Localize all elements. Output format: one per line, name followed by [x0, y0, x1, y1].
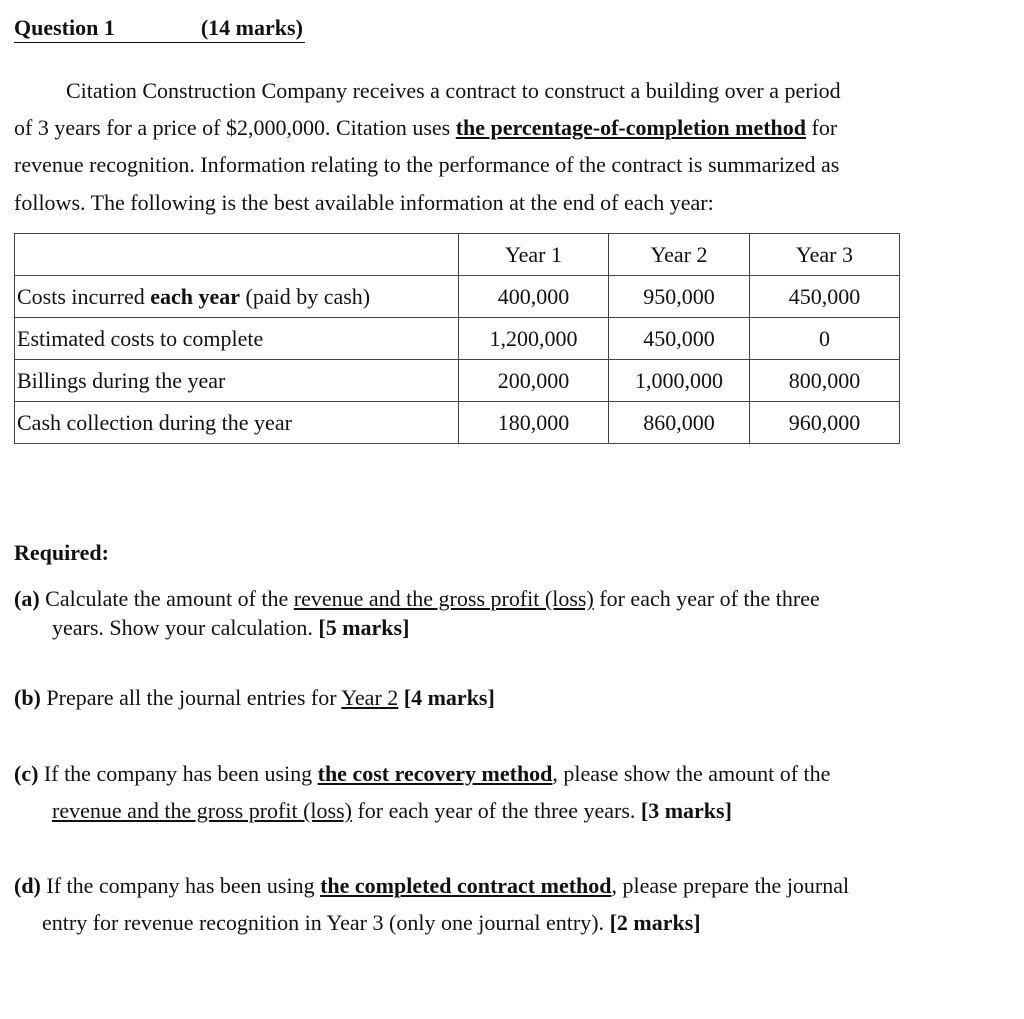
part-b-tag: (b) [14, 685, 41, 710]
table-header-row [15, 234, 900, 276]
contract-data-table [14, 233, 900, 444]
part-a-marks: [5 marks] [318, 615, 410, 640]
part-b-line-1: (b) Prepare all the journal entries for Year 2 [4 marks] [14, 685, 495, 710]
part-c-line-1: (c) If the company has been using the cost recovery method, please show the amount of the [14, 761, 831, 786]
part-d-tag: (d) [14, 873, 41, 898]
table-cell: 200,000 [459, 360, 609, 402]
table-cell: 400,000 [459, 276, 609, 318]
table-row [15, 276, 900, 318]
table-cell: 0 [750, 318, 900, 360]
part-c-line-2: revenue and the gross profit (loss) for each year of the three years. [3 marks] [52, 798, 732, 823]
year-2-term: Year 2 [341, 685, 399, 710]
table-cell: 1,000,000 [609, 360, 750, 402]
table-cell: 860,000 [609, 402, 750, 444]
table-cell: 1,200,000 [459, 318, 609, 360]
row-label: Billings during the year [15, 360, 459, 402]
question-marks: (14 marks) [201, 14, 305, 43]
table-cell: 800,000 [750, 360, 900, 402]
intro-line-2-start: of 3 years for a price of $2,000,000. Citation uses [14, 115, 456, 140]
intro-line-4: follows. The following is the best available information at the end of each year: [14, 190, 714, 215]
part-a-tag: (a) [14, 586, 40, 611]
part-c-marks: [3 marks] [640, 798, 732, 823]
intro-line-1: Citation Construction Company receives a contract to construct a building over a period [66, 78, 841, 103]
question-heading [14, 14, 305, 43]
revenue-gross-profit-term-c: revenue and the gross profit (loss) [52, 798, 352, 823]
row-label: Cash collection during the year [15, 402, 459, 444]
table-cell: 180,000 [459, 402, 609, 444]
heading-underline [117, 20, 201, 43]
intro-line-2-end: for [806, 115, 838, 140]
table-cell: 960,000 [750, 402, 900, 444]
part-a-line-1: (a) Calculate the amount of the revenue and the gross profit (loss) for each year of the three [14, 586, 820, 611]
part-d-line-1: (d) If the company has been using the completed contract method, please prepare the journal [14, 873, 850, 898]
table-row [15, 318, 900, 360]
percentage-of-completion-method-term: the percentage-of-completion method [455, 115, 807, 140]
intro-line-2 [14, 113, 958, 143]
table-row [15, 402, 900, 444]
row-label: Estimated costs to complete [15, 318, 459, 360]
part-d-line-2: entry for revenue recognition in Year 3 (only one journal entry). [2 marks] [42, 910, 701, 935]
cost-recovery-method-term: the cost recovery method [317, 761, 553, 786]
table-row [15, 360, 900, 402]
question-number: Question 1 [14, 14, 117, 43]
part-d-marks: [2 marks] [609, 910, 701, 935]
table-header-cell [15, 234, 459, 276]
row-label: Costs incurred each year (paid by cash) [15, 276, 459, 318]
part-a-line-2: years. Show your calculation. [5 marks] [52, 615, 410, 640]
completed-contract-method-term: the completed contract method [320, 873, 612, 898]
intro-line-3: revenue recognition. Information relating to the performance of the contract is summarized as [14, 152, 840, 177]
revenue-gross-profit-term: revenue and the gross profit (loss) [293, 586, 594, 611]
part-c-tag: (c) [14, 761, 39, 786]
required-heading: Required: [14, 540, 109, 565]
table-cell: 450,000 [750, 276, 900, 318]
table-header-cell: Year 3 [750, 234, 900, 276]
table-cell: 950,000 [609, 276, 750, 318]
table-cell: 450,000 [609, 318, 750, 360]
table-header-cell: Year 1 [459, 234, 609, 276]
part-b-marks: [4 marks] [403, 685, 495, 710]
table-header-cell: Year 2 [609, 234, 750, 276]
